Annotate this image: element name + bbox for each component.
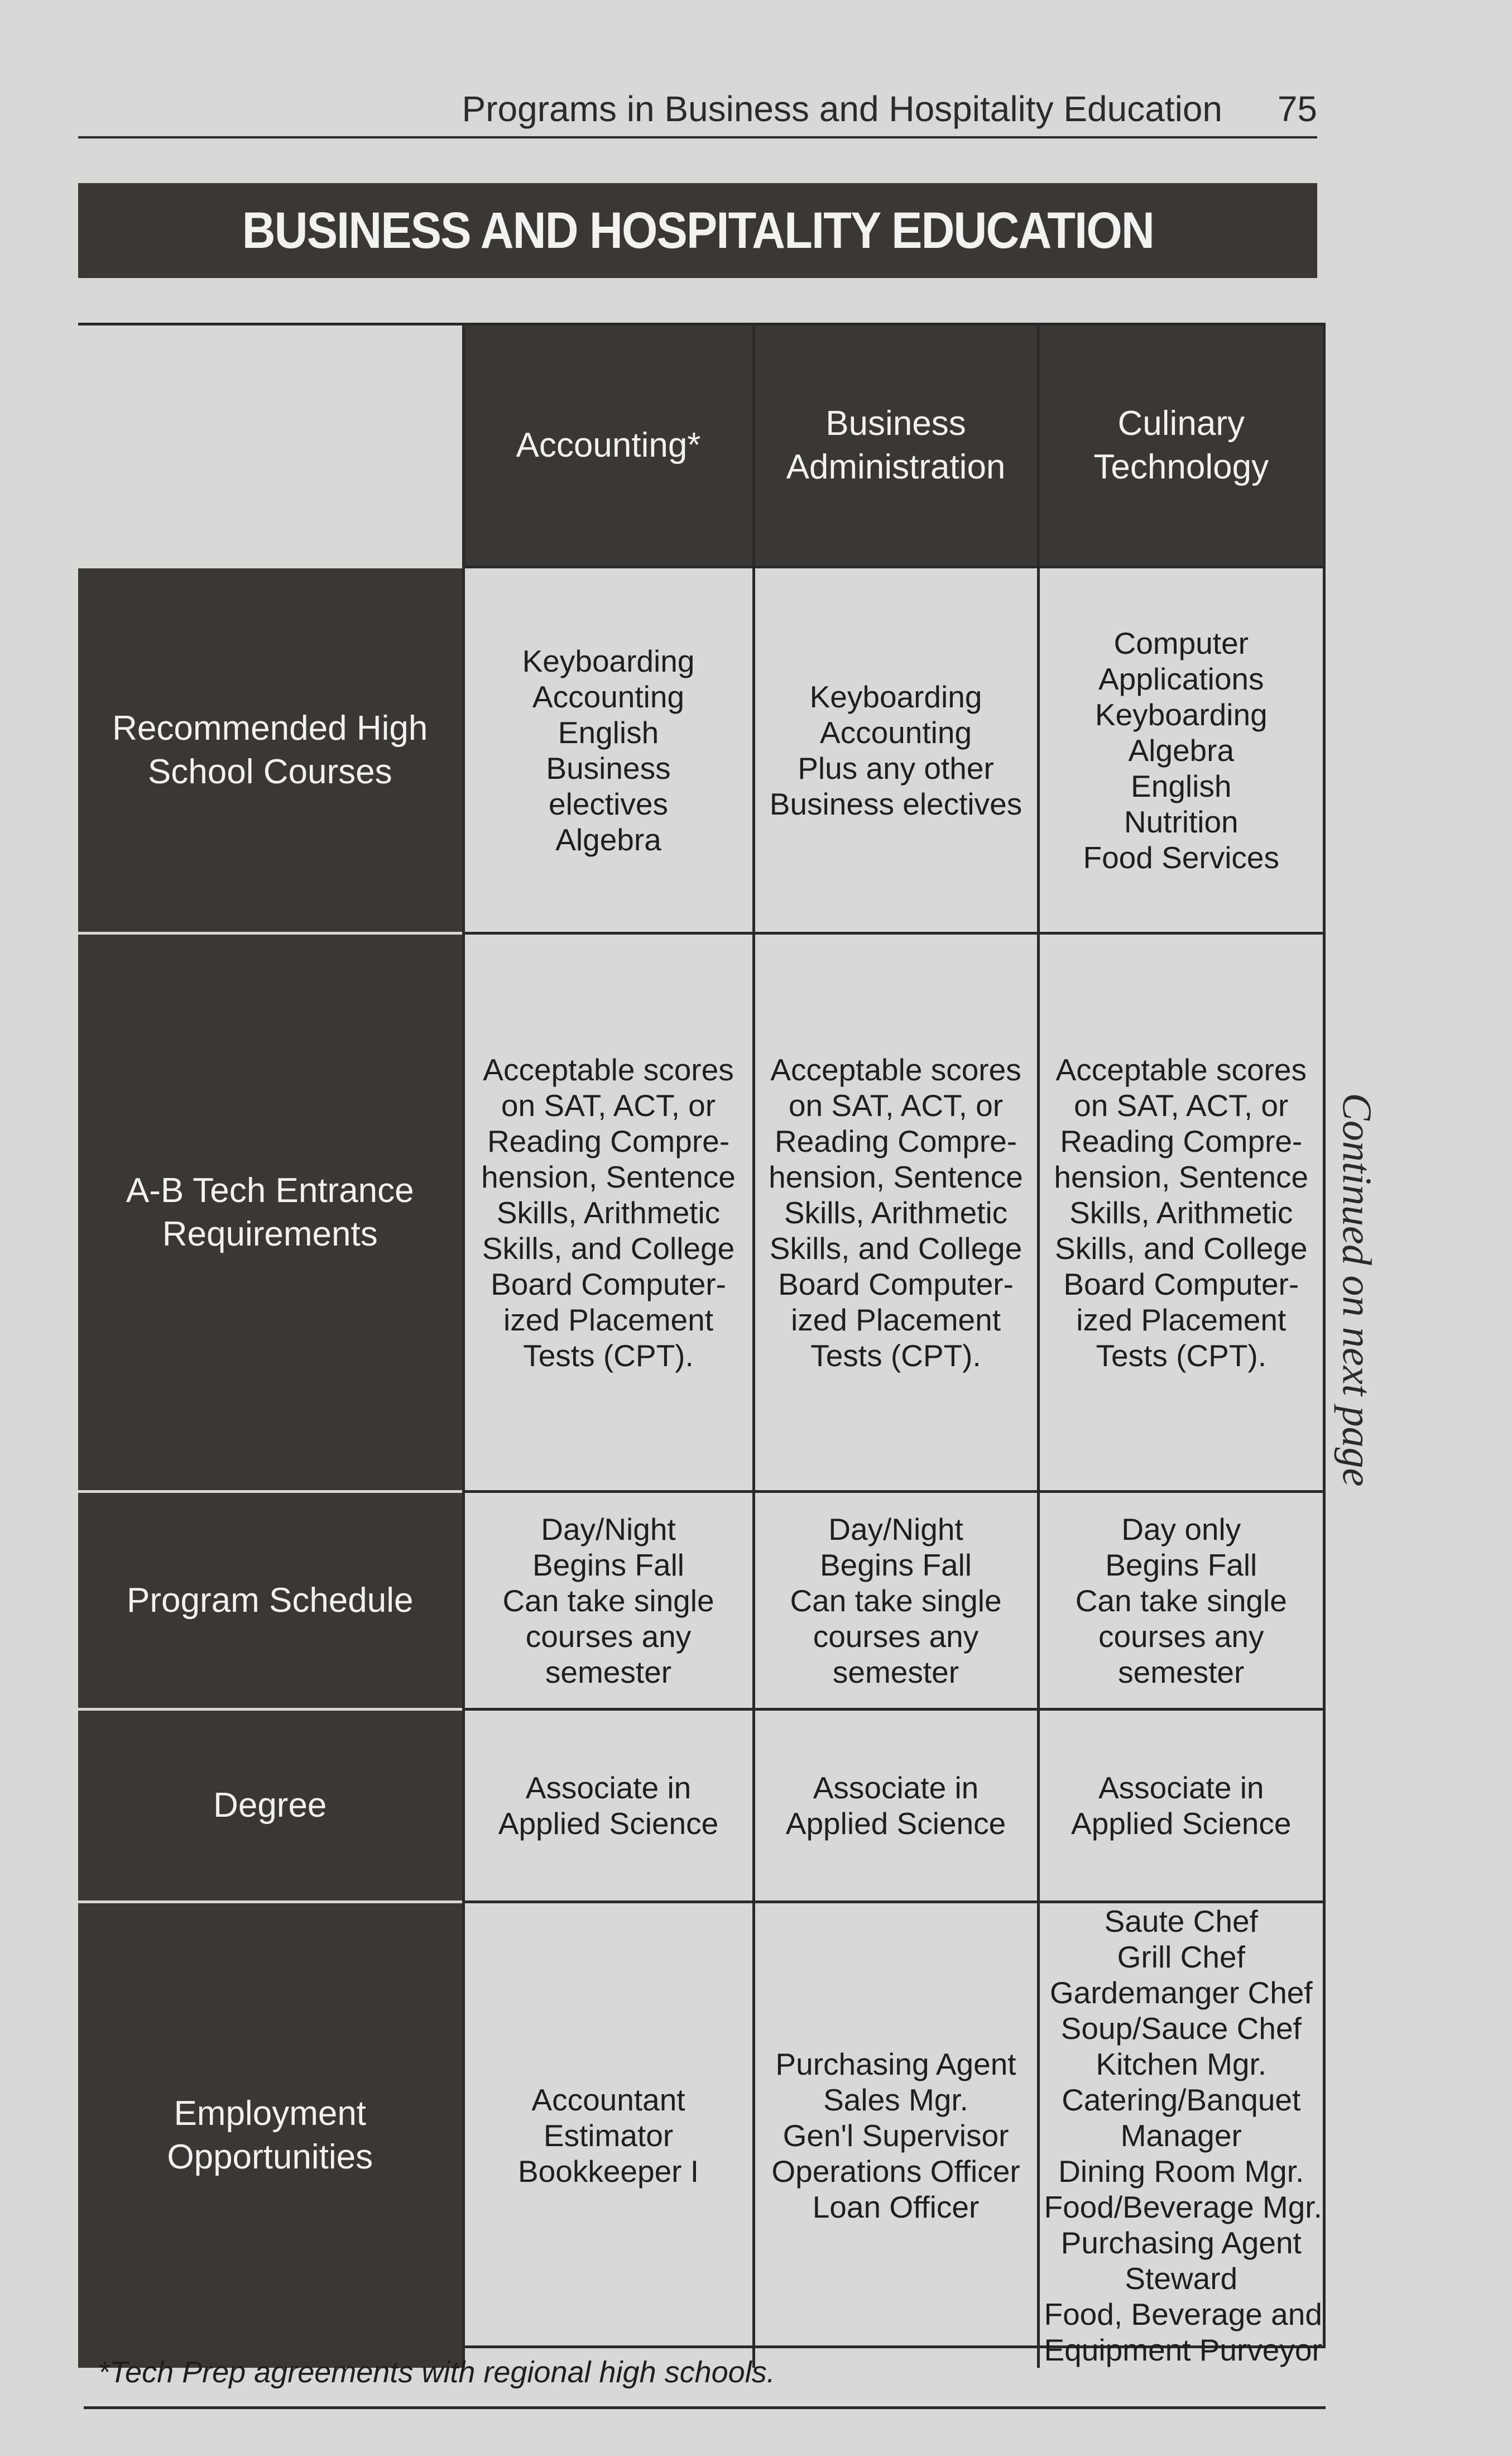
cell-line: semester [545,1654,672,1689]
cell-line: Estimator [543,2118,674,2153]
cell-line: Steward [1125,2261,1238,2296]
cell-line: Nutrition [1124,804,1239,839]
cell-line: Associate in [1098,1770,1264,1805]
cell-line: Grill Chef [1117,1940,1245,1974]
cell-line: Can take single [790,1583,1002,1618]
row-recommended-courses [78,567,1323,933]
cell-courses-culinary-technology [1038,567,1323,933]
cell-line: Day only [1121,1511,1241,1547]
cell-line: Applications [1098,661,1264,696]
cell-line: courses any [813,1619,979,1654]
cell-entrance-culinary-technology: Acceptable scores on SAT, ACT, or Reading Compre-hension, Sentence Skills, Arithmetic Skills, and College Board Computer-ized Placement Tests (CPT). [1038,933,1323,1492]
row-entrance-requirements [78,933,1323,1492]
cell-line: courses any [525,1619,692,1654]
row-program-schedule [78,1492,1323,1710]
continued-note-text: Continued on next page [1333,1093,1380,1487]
cell-line: Equipment Purveyor [1044,2333,1322,2367]
cell-line: Computer [1113,625,1249,660]
running-title: Programs in Business and Hospitality Education [462,89,1222,129]
row-header-entrance-requirements: A-B Tech Entrance Requirements [78,933,463,1492]
cell-line: Applied Science [1071,1806,1292,1841]
cell-line: Gen'l Supervisor [783,2118,1009,2153]
page-header [78,83,1317,138]
table-corner [78,325,463,567]
cell-line: Business [546,750,671,786]
section-banner [78,183,1317,278]
cell-line: Purchasing Agent [775,2047,1016,2081]
cell-line: Applied Science [785,1806,1006,1841]
cell-line: Algebra [1128,733,1235,768]
cell-line: Accounting [819,715,972,750]
row-header-employment-opportunities: Employment Opportunities [78,1902,463,2368]
cell-line: Begins Fall [1105,1547,1257,1582]
cell-line: English [1131,768,1232,803]
cell-line: Accounting [532,679,685,714]
cell-line: Sales Mgr. [823,2082,968,2117]
cell-line: Day/Night [541,1511,676,1547]
page-number: 75 [1277,89,1317,129]
cell-line: Associate in [813,1770,979,1805]
cell-line: Plus any other [798,750,994,786]
cell-entrance-accounting: Acceptable scores on SAT, ACT, or Reading Compre-hension, Sentence Skills, Arithmetic Skills, and College Board Computer-ized Placement Tests (CPT). [463,933,753,1492]
cell-line: Day/Night [828,1511,963,1547]
row-degree [78,1710,1323,1902]
row-header-recommended-courses: Recommended High School Courses [78,567,463,933]
cell-line: Gardemanger Chef [1049,1975,1313,2010]
column-header-accounting: Accounting* [463,325,753,567]
cell-line: Applied Science [498,1806,719,1841]
cell-schedule-culinary-technology [1038,1492,1323,1710]
cell-line: Bookkeeper I [517,2154,699,2189]
cell-line: Keyboarding [522,643,695,678]
cell-courses-accounting [463,567,753,933]
cell-line: Saute Chef [1104,1904,1258,1938]
cell-line: Operations Officer [771,2154,1020,2189]
column-header-culinary-technology: Culinary Technology [1038,325,1323,567]
cell-schedule-accounting [463,1492,753,1710]
program-table [78,325,1323,2368]
cell-line: Catering/Banquet [1062,2082,1301,2117]
cell-line: semester [1118,1654,1245,1689]
cell-line: Food/Beverage Mgr. [1044,2190,1322,2224]
cell-line: Accountant [531,2082,685,2117]
cell-line: Food, Beverage and [1044,2297,1322,2331]
footnote: *Tech Prep agreements with regional high schools. [98,2356,775,2389]
column-header-row [78,325,1323,567]
cell-line: Loan Officer [812,2190,980,2224]
cell-employment-accounting [463,1902,753,2368]
cell-schedule-business-administration [753,1492,1038,1710]
cell-line: Begins Fall [532,1547,685,1582]
banner-title: BUSINESS AND HOSPITALITY EDUCATION [242,202,1154,259]
cell-employment-culinary-technology [1038,1902,1323,2368]
cell-entrance-business-administration: Acceptable scores on SAT, ACT, or Reading Compre-hension, Sentence Skills, Arithmetic Skills, and College Board Computer-ized Placement Tests (CPT). [753,933,1038,1492]
cell-degree-culinary-technology [1038,1710,1323,1902]
cell-line: semester [832,1654,959,1689]
cell-line: Algebra [555,822,661,857]
cell-line: Dining Room Mgr. [1058,2154,1304,2189]
cell-degree-business-administration [753,1710,1038,1902]
cell-line: English [558,715,659,750]
cell-courses-business-administration [753,567,1038,933]
cell-line: Associate in [525,1770,692,1805]
program-table-wrapper [78,323,1326,2367]
cell-degree-accounting [463,1710,753,1902]
cell-line: Food Services [1083,840,1280,875]
cell-line: Begins Fall [819,1547,972,1582]
row-header-program-schedule: Program Schedule [78,1492,463,1710]
cell-line: Soup/Sauce Chef [1060,2011,1302,2046]
cell-line: electives [549,786,668,821]
cell-employment-business-administration [753,1902,1038,2368]
bottom-rule [84,2406,1326,2409]
cell-line: Manager [1120,2118,1242,2153]
cell-line: Keyboarding [809,679,982,714]
cell-line: Can take single [1075,1583,1287,1618]
cell-line: Purchasing Agent [1060,2225,1302,2260]
column-header-business-administration: Business Administration [753,325,1038,567]
cell-line: Keyboarding [1095,697,1268,732]
cell-line: courses any [1098,1619,1264,1654]
row-employment-opportunities [78,1902,1323,2368]
cell-line: Business electives [769,786,1023,821]
cell-line: Can take single [502,1583,714,1618]
cell-line: Kitchen Mgr. [1096,2047,1267,2081]
row-header-degree: Degree [78,1710,463,1902]
continued-note [1328,1038,1384,1541]
